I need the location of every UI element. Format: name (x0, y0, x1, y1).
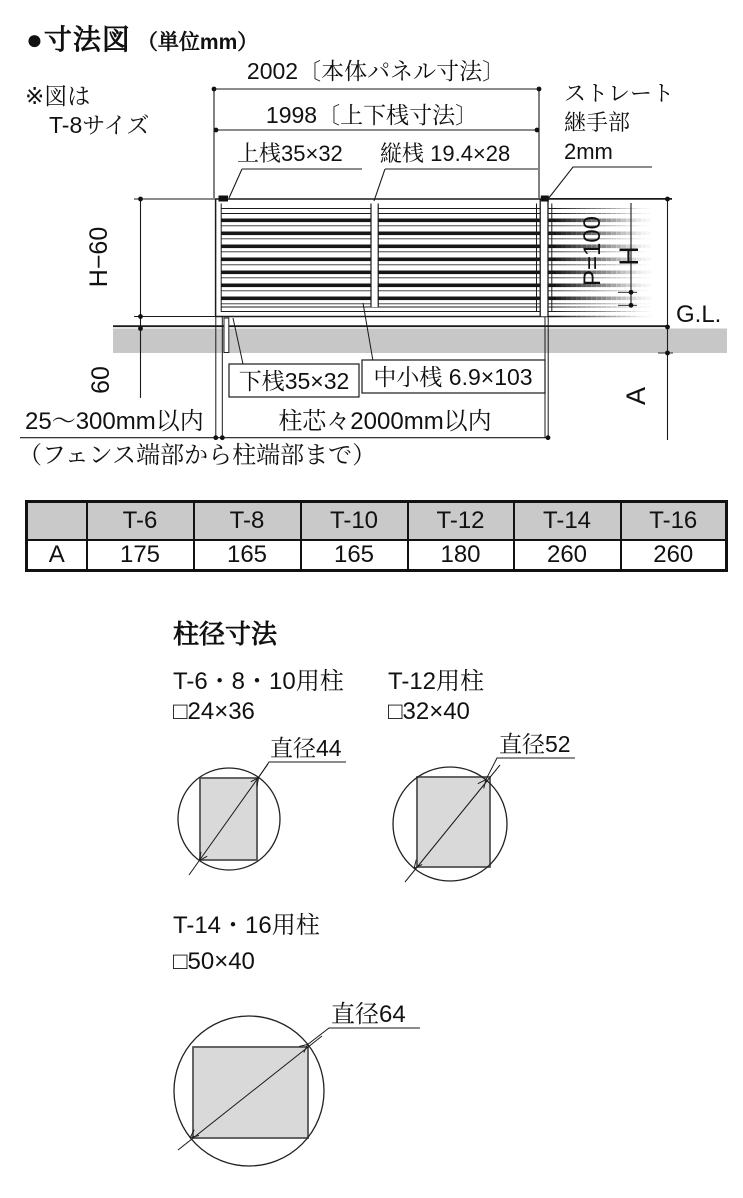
size-table-header-cell: T-14 (514, 502, 621, 541)
size-table-row (27, 540, 727, 571)
vertical-rail-label: 縦桟 19.4×28 (380, 141, 511, 166)
size-table-cell: 180 (408, 540, 514, 571)
vertical-stile (371, 204, 379, 308)
joint-label-line3: 2mm (564, 139, 613, 164)
size-note-line1: ※図は (25, 83, 91, 109)
title-text: ●寸法図 (26, 24, 131, 55)
post-cap-left (219, 196, 229, 202)
size-table-header-cell: T-16 (621, 502, 727, 541)
size-table-cell: 165 (301, 540, 408, 571)
dim-panel-label: 2002〔本体パネル寸法〕 (246, 58, 506, 84)
post-circle-1 (178, 735, 346, 875)
size-table-cell: 165 (194, 540, 301, 571)
size-table-cell: 175 (87, 540, 194, 571)
post-group1-size: □24×36 (173, 698, 255, 725)
size-table (25, 500, 728, 572)
pitch-label: P=100 (579, 215, 606, 287)
bottom-rail-label: 下桟35×32 (238, 368, 350, 394)
size-table-row-label: A (27, 540, 87, 571)
size-table-header-cell: T-6 (87, 502, 194, 541)
size-table-header-cell: T-12 (408, 502, 514, 541)
offset-note: （フェンス端部から柱端部まで） (18, 442, 377, 469)
panel-joint (540, 200, 548, 316)
page-title (26, 18, 258, 58)
size-table-wrap (25, 500, 728, 572)
left-dimensions (134, 198, 215, 398)
post-group2-name: T-12用柱 (388, 668, 485, 695)
embed-60-label: 60 (87, 366, 115, 394)
diameter-64-label: 直径64 (331, 1001, 406, 1028)
diameter-52-label: 直径52 (499, 731, 571, 757)
height-label: H (614, 246, 644, 266)
post-span-dim-label: 柱芯々2000mm以内 (278, 408, 492, 435)
size-table-cell: 260 (514, 540, 621, 571)
panel-fade (556, 203, 666, 326)
post-section-title: 柱径寸法 (173, 619, 278, 649)
embed-a-label: A (621, 386, 651, 406)
size-table-cell: 260 (621, 540, 727, 571)
end-offset-dim-label: 25〜300mm以内 (25, 408, 204, 435)
size-table-header-cell: T-8 (194, 502, 301, 541)
post-group2-size: □32×40 (388, 698, 470, 725)
diameter-44-label: 直径44 (270, 735, 342, 761)
size-note-line2: T-8サイズ (49, 111, 150, 138)
post-circle-2 (393, 731, 575, 882)
top-rail-label: 上桟35×32 (237, 141, 343, 166)
h-minus-60-label: H−60 (85, 226, 113, 288)
size-table-header-row (27, 502, 727, 541)
size-table-header-cell (27, 502, 87, 541)
joint-label-line2: 継手部 (564, 110, 631, 135)
post-group3-size: □50×40 (173, 948, 255, 975)
title-unit: （単位mm） (136, 31, 259, 54)
mid-rail-label: 中小桟 6.9×103 (373, 364, 533, 390)
dim-rails-label: 1998〔上下桟寸法〕 (265, 102, 479, 128)
ground (113, 326, 727, 353)
size-note (25, 82, 149, 140)
joint-label-line1: ストレート (564, 81, 675, 106)
gl-label: G.L. (676, 301, 722, 328)
post-circle-3 (174, 1001, 420, 1166)
post-group1-name: T-6・8・10用柱 (173, 668, 344, 695)
size-table-header-cell: T-10 (301, 502, 408, 541)
post-group3-name: T-14・16用柱 (173, 912, 320, 939)
